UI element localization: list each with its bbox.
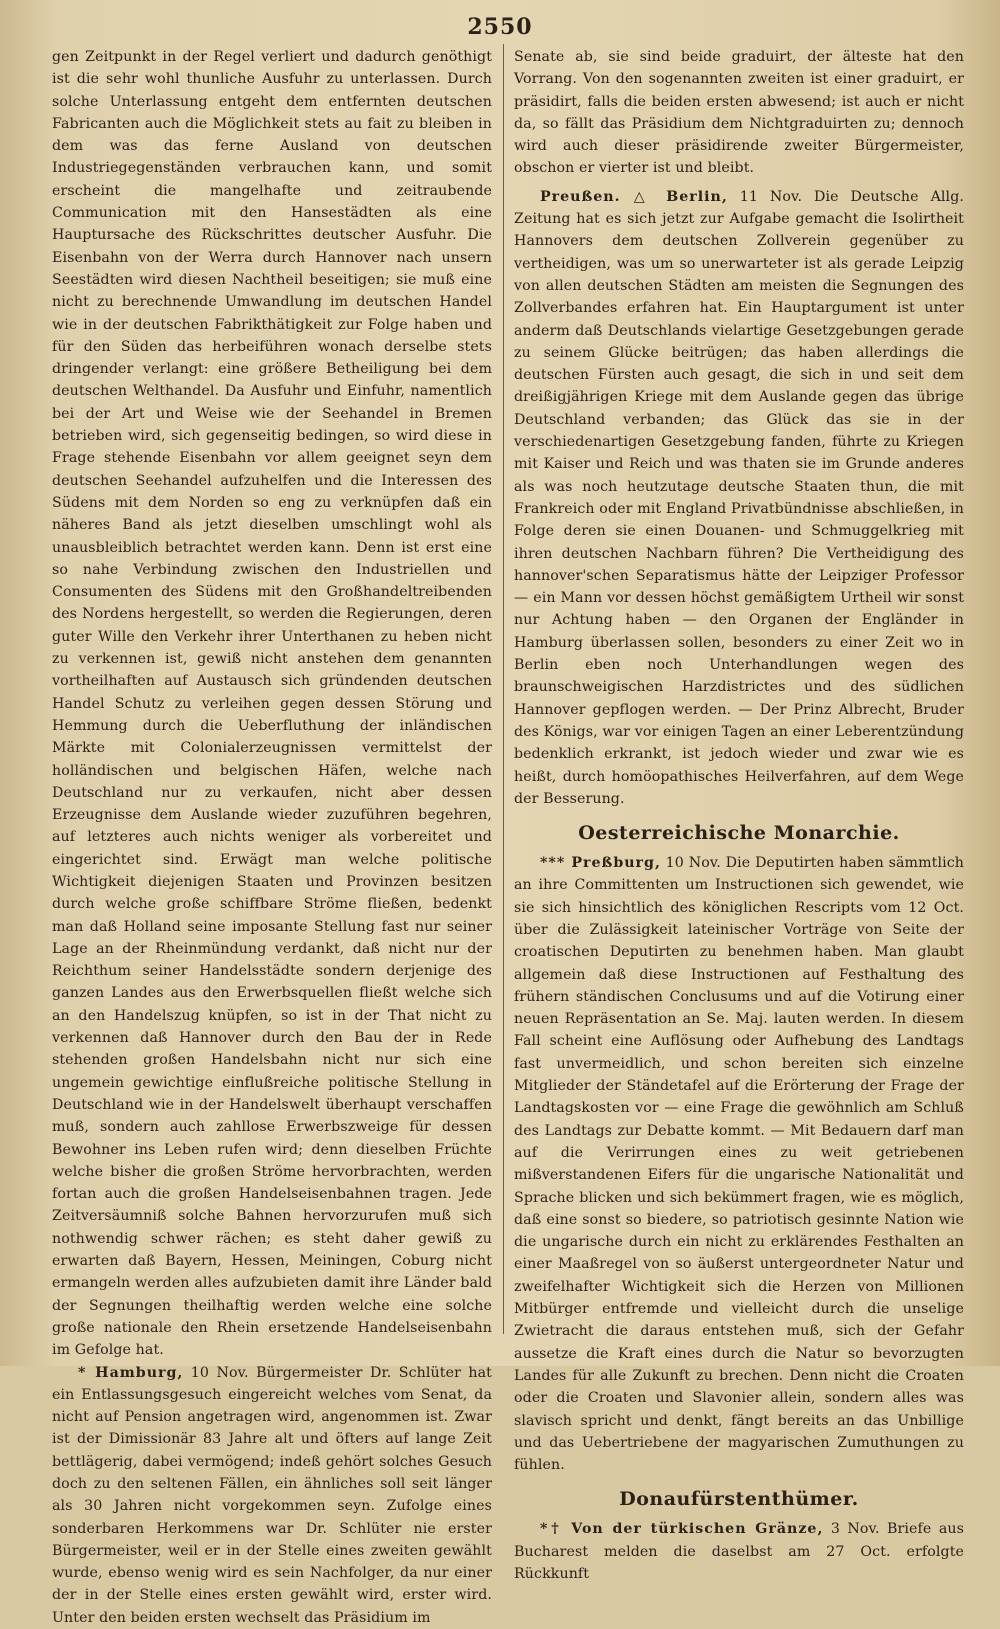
- article-eisenbahn-continuation: gen Zeitpunkt in der Regel verliert und dadurch genöthigt ist die sehr wohl thunliche Ausfuhr zu unterlassen. Durch solche Unterlassung entgeht dem entfernten deutschen Fabricanten auch die Möglichkeit stets au fait zu bleiben in dem was das ferne Ausland von deutschen Industriegegenständen verbrauchen kann, und somit erscheint die mangelhafte und zeitraubende Communication mit den Hansestädten als eine Hauptursache des Rückschrittes deutscher Ausfuhr. Die Eisenbahn von der Werra durch Hannover nach unsern Seestädten wird diesen Nachtheil beseitigen; sie muß eine nicht zu berechnende Umwandlung im deutschen Handel wie in der deutschen Fabrikthätigkeit zur Folge haben und für den Süden das herbeiführen wonach derselbe stets dringender verlangt: eine größere Betheiligung bei dem deutschen Welthandel. Da Ausfuhr und Einfuhr, namentlich bei der Art und Weise wie der Seehandel in Bremen betrieben wird, sich gegenseitig bedingen, so wird diese in Frage stehende Eisenbahn vor allem geeignet seyn dem deutschen Seehandel aufzuhelfen und die Interessen des Südens mit dem Norden so eng zu verknüpfen daß ein näheres Band als jetzt dieselben umschlingt wohl als unausbleiblich betrachtet werden kann. Denn ist erst eine so nahe Verbindung zwischen den Industriellen und Consumenten des Südens mit den Großhandeltreibenden des Nordens hergestellt, so werden die Regierungen, deren guter Wille den Verkehr ihrer Unterthanen zu heben nicht zu verkennen ist, gewiß nicht anstehen dem genannten vortheilhaften auf Austausch sich gründenden deutschen Handel Schutz zu verleihen gegen dessen Störung und Hemmung durch die Ueberfluthung der inländischen Märkte mit Colonialerzeugnissen vermittelst der holländischen und belgischen Häfen, welche nach Deutschland nur zu verkaufen, nicht aber dessen Erzeugnisse dem Auslande wieder zuzuführen begehren, auf letzteres auch nichts weniger als vorbereitet und eingerichtet sind. Erwägt man welche politische Wichtigkeit diejenigen Staaten und Provinzen besitzen durch welche große schiffbare Ströme fließen, bedenkt man daß Holland seine imposante Stellung fast nur seiner Lage an der Rheinmündung verdankt, daß nicht nur der Reichthum seiner Handelsstädte sondern derjenige des ganzen Landes aus den Erwerbsquellen fließt welche sich an den Handelszug knüpfen, so ist in der That nicht zu verkennen daß Hannover durch den Bau der in Rede stehenden großen Handelsbahn nicht nur sich eine ungemein gewichtige einflußreiche politische Stellung in Deutschland wie in der Handelswelt überhaupt verschaffen muß, sondern auch zahllose Erwerbszweige für dessen Bewohner ins Leben rufen wird; denn dieselben Früchte welche bisher die großen Ströme hervorbrachten, werden fortan auch die großen Handelseisenbahnen tragen. Jede Zeitversäumniß solche Bahnen hervorzurufen muß sich nothwendig schwer rächen; es steht daher gewiß zu erwarten daß Bayern, Hessen, Meiningen, Coburg nicht ermangeln werden alles aufzubieten damit ihre Länder bald der Segnungen theilhaftig werden welche eine solche große nationale den Rhein ersetzende Handelseisenbahn im Gefolge hat.: [52, 49, 492, 1359]
- article-pressburg: [514, 852, 964, 1476]
- dateline-pressburg: *** Preßburg,: [540, 855, 661, 872]
- article-turkish-border: [514, 1518, 964, 1585]
- section-heading-danube: Donaufürstenthümer.: [619, 1488, 859, 1511]
- article-hamburg-text: 10 Nov. Bürgermeister Dr. Schlüter hat ein Entlassungsgesuch eingereicht welches vom Senat, da nicht auf Pension angetragen wird, angenommen ist. Zwar ist der Dimissionär 83 Jahre alt und öfters auf lange Zeit bettlägerig, dabei vermögend; indeß gehört solches Gesuch doch zu den seltenen Fällen, ein ähnliches soll seit länger als 30 Jahren nicht vorgekommen seyn. Zufolge eines sonderbaren Herkommens war Dr. Schlüter nie erster Bürgermeister, weil er in der Stelle eines zweiten gewählt wurde, ebenso wenig wird es sein Nachfolger, da nur einer der in der Stelle eines ersten gewählt wird, erster wird. Unter den beiden ersten wechselt das Präsidium im: [52, 1364, 492, 1626]
- article-turkish-border-text: 3 Nov. Briefe aus Bucharest melden die daselbst am 27 Oct. erfolgte Rückkunft: [514, 1521, 964, 1582]
- section-heading-austria: Oesterreichische Monarchie.: [578, 822, 900, 845]
- article-hamburg-continuation: Senate ab, sie sind beide graduirt, der älteste hat den Vorrang. Von den sogenannten zweiten ist einer graduirt, er präsidirt, falls die beiden ersten abwesend; ist auch er nicht da, so fällt das Präsidium dem Nichtgraduirten zu; dennoch wird auch dieser präsidirende zweiter Bürgermeister, obschon er vierter ist und bleibt.: [514, 49, 964, 177]
- article-prussia: [514, 186, 964, 810]
- dateline-hamburg: * Hamburg,: [78, 1364, 184, 1381]
- page-number: 2550: [467, 14, 533, 40]
- column-divider: [503, 44, 504, 1334]
- article-hamburg: [52, 1362, 492, 1629]
- article-pressburg-text: 10 Nov. Die Deputirten haben sämmtlich an ihre Committenten um Instructionen sich gewendet, wie sie sich hinsichtlich des königlichen Rescripts vom 12 Oct. über die Zulässigkeit lateinischer Vorträge von Seite der croatischen Deputirten zu benehmen haben. Man glaubt allgemein daß diese Instructionen auf Festhaltung des frühern ständischen Conclusums und auf die Votirung einer neuen Repräsentation an Se. Maj. lauten werden. In diesem Fall scheint eine Auflösung oder Aufhebung des Landtags fast unvermeidlich, und schon bereiten sich einzelne Mitglieder der Ständetafel auf die Erörterung der Frage der Landtagskosten vor — eine Frage die gewöhnlich am Schluß des Landtags zur Debatte kommt. — Mit Bedauern darf man auf die Verirrungen eines zu weit getriebenen mißverstandenen Eifers für die ungarische Nationalität und Sprache blicken und sich bekümmert fragen, wie es möglich, daß eine sonst so biedere, so patriotisch gesinnte Nation wie die ungarische durch ein nicht zu erklärendes Festhalten an einer Maaßregel von so äußerst untergeordneter Natur und zweifelhafter Wichtigkeit sich die Herzen von Millionen Mitbürger entfremde und vielleicht durch die unselige Zwietracht die daraus entstehen muß, sich der Gefahr aussetze die Kraft eines durch die Natur so bevorzugten Landes für alle Zukunft zu brechen. Denn nicht die Croaten oder die Croaten und Slavonier allein, sondern alles was slavisch spricht und denkt, fängt bereits an das Unbillige und das Uebertriebene der magyarischen Zumuthungen zu fühlen.: [514, 855, 964, 1474]
- dateline-turkish-border: *† Von der türkischen Gränze,: [540, 1521, 824, 1538]
- article-prussia-text: 11 Nov. Die Deutsche Allg. Zeitung hat es sich jetzt zur Aufgabe gemacht die Isolirtheit Hannovers dem deutschen Zollverein gegenüber zu vertheidigen, was um so unerwarteter ist als gerade Leipzig von allen deutschen Städten am meisten die Segnungen des Zollverbandes erfahren hat. Ein Hauptargument ist unter anderm daß Deutschlands vielartige Gesetzgebungen gerade zu seinem Glücke beitrügen; das haben allerdings die deutschen Fürsten auch gesagt, die sich in und seit dem dreißigjährigen Kriege mit dem Auslande gegen das übrige Deutschland verbanden; das Glück das sie in der verschiedenartigen Gesetzgebung fanden, führte zu Kriegen mit Kaiser und Reich und was thaten sie im Grunde anderes als was noch heutzutage deutsche Staaten thun, die mit Frankreich oder mit England Privatbündnisse abschließen, in Folge deren sie einen Douanen- und Schmuggelkrieg mit ihren deutschen Nachbarn führen? Die Vertheidigung des hannover'schen Separatismus hätte der Leipziger Professor — ein Mann vor dessen höchst gemäßigtem Urtheil wir sonst nur Achtung haben — den Organen der Engländer in Hamburg überlassen sollen, besonders zu einer Zeit wo in Berlin eben noch Unterhandlungen wegen des braunschweigischen Harzdistrictes und des südlichen Hannover gepflogen werden. — Der Prinz Albrecht, Bruder des Königs, war vor einigen Tagen an einer Leberentzündung bedenklich erkrankt, ist jedoch wieder und zwar wie es heißt, durch homöopathisches Heilverfahren, auf dem Wege der Besserung.: [514, 188, 964, 807]
- left-column: [52, 46, 492, 1629]
- dateline-berlin: Preußen. △ Berlin,: [540, 188, 728, 205]
- right-column: [514, 46, 964, 1585]
